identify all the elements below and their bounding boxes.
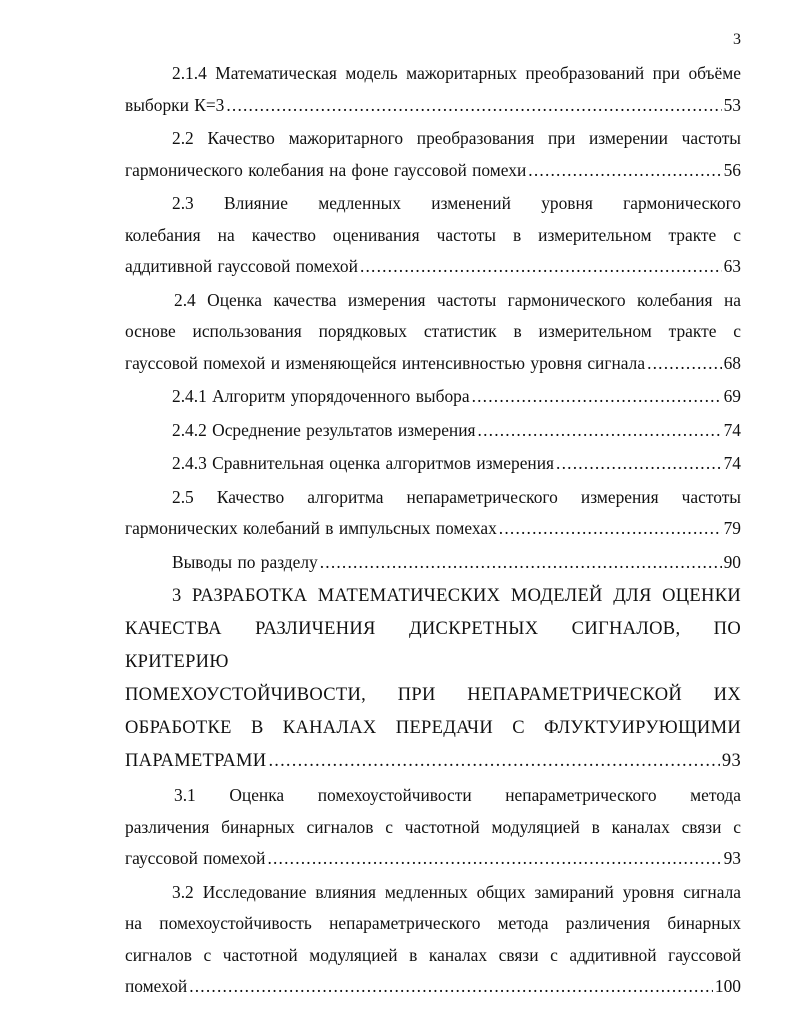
toc-entry-last-line <box>125 547 741 579</box>
toc-entry-line: 2.4 Оценка качества измерения частоты гармонического колебания на <box>174 289 741 310</box>
toc-entry-2-4-1 <box>125 381 741 413</box>
toc-entry-line: ПОМЕХОУСТОЙЧИВОСТИ, ПРИ НЕПАРАМЕТРИЧЕСКОЙ ИХ <box>125 685 741 705</box>
toc-entry-page: 74 <box>723 453 741 473</box>
toc-entry-2-4-3 <box>125 448 741 480</box>
toc-entry-2-5 <box>125 482 741 545</box>
toc-entry-3 <box>125 580 741 778</box>
toc-entry-2-1-4 <box>125 58 741 121</box>
toc-entry-line: 2.1.4 Математическая модель мажоритарных преобразований при объёме <box>172 63 741 83</box>
toc-entry-page: 53 <box>723 94 741 115</box>
toc-entry-last-line <box>125 971 741 1003</box>
toc-entry-page: 93 <box>723 848 741 868</box>
toc-entry-last-line <box>125 251 741 283</box>
toc-entry-line: 2.5 Качество алгоритма непараметрического измерения частоты <box>172 486 741 507</box>
toc-entry-last-line <box>125 348 741 380</box>
dot-leader <box>320 547 722 579</box>
toc-entry-last-line <box>125 448 741 480</box>
dot-leader <box>528 155 721 187</box>
toc-entry-text: 2.4.2 Осреднение результатов измерения <box>172 419 476 440</box>
dot-leader <box>556 448 722 480</box>
dot-leader <box>647 348 722 380</box>
table-of-contents <box>125 58 741 1003</box>
toc-entry-2-4 <box>125 285 741 380</box>
toc-entry-page: 93 <box>721 751 741 771</box>
dot-leader <box>499 513 722 545</box>
toc-entry-page: 68 <box>723 352 741 373</box>
toc-entry-conclusions <box>125 547 741 579</box>
toc-entry-line: 3.1 Оценка помехоустойчивости непараметрического метода <box>174 785 741 805</box>
dot-leader <box>478 415 722 447</box>
toc-entry-text: гармонического колебания на фоне гауссовой помехи <box>125 159 527 180</box>
toc-entry-page: 90 <box>723 551 741 572</box>
toc-entry-text: аддитивной гауссовой помехой <box>125 256 358 276</box>
toc-entry-page: 100 <box>714 976 741 996</box>
toc-entry-line: 3.2 Исследование влияния медленных общих замираний уровня сигнала <box>172 881 741 902</box>
dot-leader <box>360 251 722 283</box>
toc-entry-3-2 <box>125 877 741 1003</box>
dot-leader <box>189 971 713 1003</box>
toc-entry-page: 74 <box>723 419 741 440</box>
toc-entry-page: 56 <box>723 159 741 180</box>
toc-entry-line: 3 РАЗРАБОТКА МАТЕМАТИЧЕСКИХ МОДЕЛЕЙ ДЛЯ ОЦЕНКИ <box>172 586 741 606</box>
toc-entry-last-line <box>125 90 741 122</box>
toc-entry-text: гауссовой помехой <box>125 848 266 868</box>
page-number: 3 <box>733 31 741 48</box>
toc-entry-line: ОБРАБОТКЕ В КАНАЛАХ ПЕРЕДАЧИ С ФЛУКТУИРУЮЩИМИ <box>125 718 741 738</box>
toc-entry-page: 63 <box>723 256 741 276</box>
toc-entry-last-line <box>125 843 741 875</box>
dot-leader <box>472 381 722 413</box>
toc-entry-text: гауссовой помехой и изменяющейся интенсивностью уровня сигнала <box>125 352 646 373</box>
toc-entry-text: выборки К=3 <box>125 94 225 115</box>
toc-entry-line: на помехоустойчивость непараметрического метода различения бинарных <box>125 913 741 933</box>
toc-entry-2-4-2 <box>125 415 741 447</box>
toc-entry-text: 2.4.3 Сравнительная оценка алгоритмов измерения <box>172 453 555 473</box>
toc-entry-text: 2.4.1 Алгоритм упорядоченного выбора <box>172 386 470 406</box>
toc-entry-text: гармонических колебаний в импульсных помехах <box>125 518 497 538</box>
toc-entry-last-line <box>125 745 741 778</box>
toc-entry-last-line <box>125 415 741 447</box>
dot-leader <box>226 90 721 122</box>
toc-entry-line: сигналов с частотной модуляцией в каналах связи с аддитивной гауссовой <box>125 944 741 965</box>
toc-entry-2-2 <box>125 123 741 186</box>
toc-entry-last-line <box>125 155 741 187</box>
toc-entry-3-1 <box>125 780 741 875</box>
toc-entry-line: основе использования порядковых статистик в измерительном тракте с <box>125 321 741 341</box>
toc-entry-page: 79 <box>723 518 741 538</box>
toc-entry-2-3 <box>125 188 741 283</box>
toc-entry-text: ПАРАМЕТРАМИ <box>125 751 267 771</box>
toc-entry-line: различения бинарных сигналов с частотной модуляцией в каналах связи с <box>125 816 741 837</box>
toc-entry-text: помехой <box>125 976 188 996</box>
dot-leader <box>267 843 721 875</box>
toc-entry-line: КАЧЕСТВА РАЗЛИЧЕНИЯ ДИСКРЕТНЫХ СИГНАЛОВ, ПО КРИТЕРИЮ <box>125 619 741 672</box>
dot-leader <box>268 745 719 778</box>
toc-entry-line: 2.2 Качество мажоритарного преобразования при измерении частоты <box>172 128 741 148</box>
toc-entry-page: 69 <box>723 386 741 406</box>
toc-entry-line: 2.3 Влияние медленных изменений уровня гармонического <box>172 193 741 213</box>
toc-entry-text: Выводы по разделу <box>172 551 318 572</box>
toc-entry-last-line <box>125 513 741 545</box>
toc-entry-line: колебания на качество оценивания частоты в измерительном тракте с <box>125 224 741 245</box>
toc-entry-last-line <box>125 381 741 413</box>
